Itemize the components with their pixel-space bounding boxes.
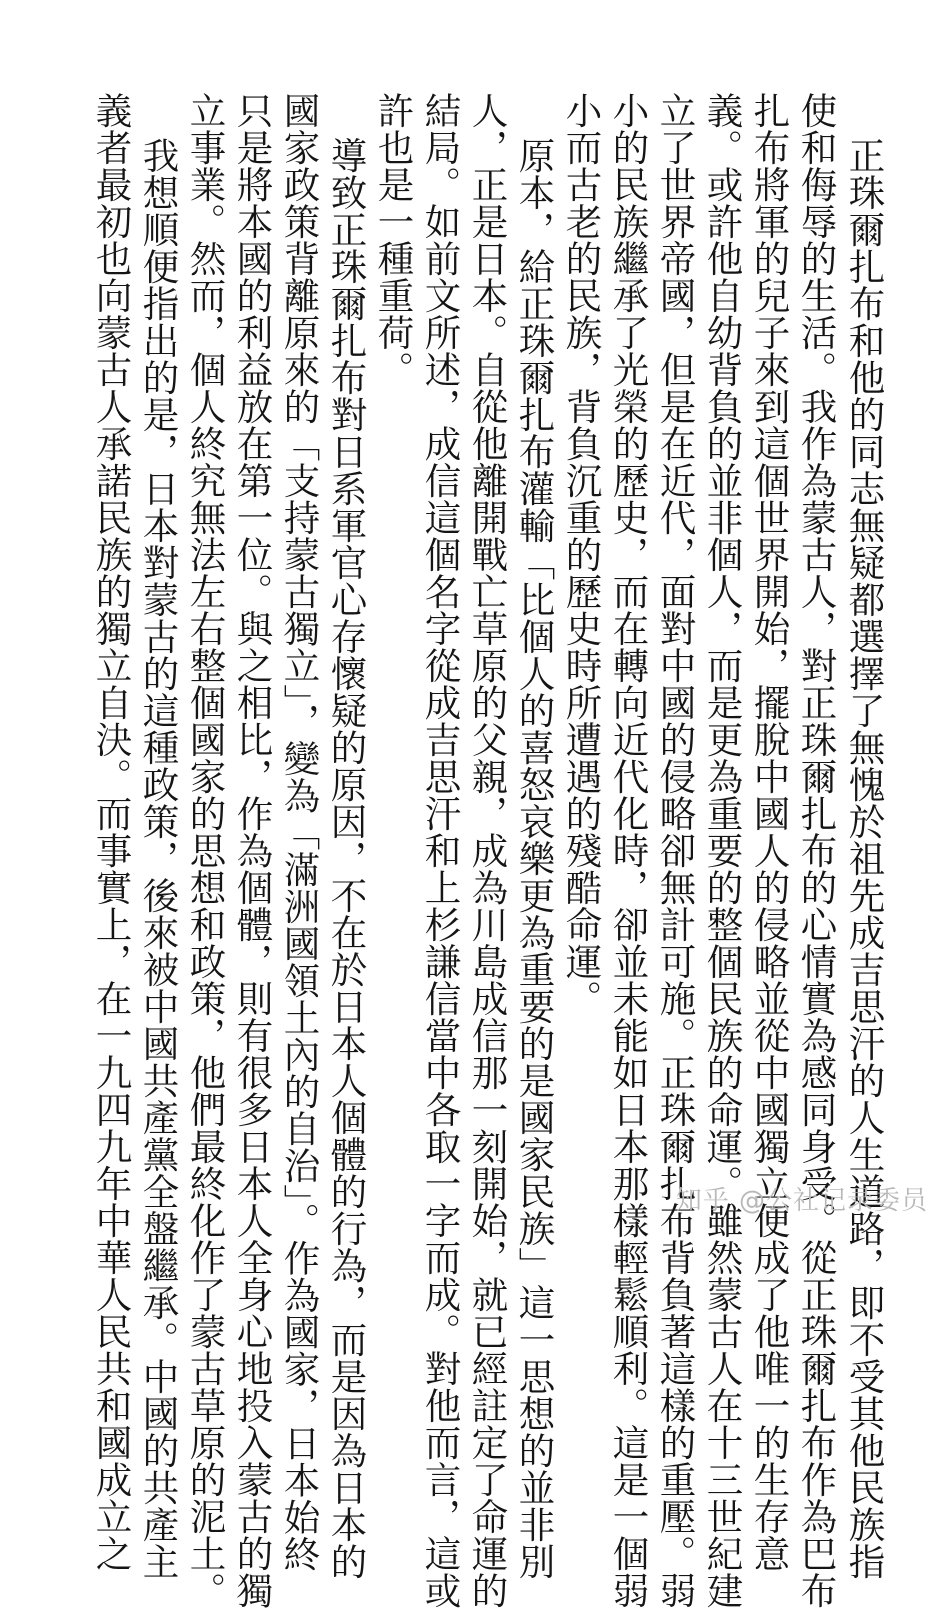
text-column-2: 使和侮辱的生活。我作為蒙古人，對正珠爾扎布的心情實為感同身受。從正珠爾扎布作為巴布 (795, 92, 838, 1609)
text-column-8: 原本，給正珠爾扎布灌輸「比個人的喜怒哀樂更為重要的是國家民族」這一思想的並非別 (513, 137, 556, 1580)
text-column-4: 義。或許他自幼背負的並非個人，而是更為重要的整個民族的命運。雖然蒙古人在十三世紀建 (701, 92, 744, 1609)
text-column-11: 許也是一種重荷。 (372, 92, 415, 388)
text-column-9: 人，正是日本。自從他離開戰亡草原的父親，成為川島成信那一刻開始，就已經註定了命運的 (466, 92, 509, 1609)
text-column-6: 小的民族繼承了光榮的歷史，而在轉向近代化時，卻並未能如日本那樣輕鬆順利。這是一個弱 (607, 92, 650, 1609)
text-column-14: 只是將本國的利益放在第一位。與之相比，作為個體，則有很多日本人全身心地投入蒙古的獨 (231, 92, 274, 1609)
text-column-17: 義者最初也向蒙古人承諾民族的獨立自決。而事實上，在一九四九年中華人民共和國成立之 (90, 92, 133, 1572)
text-column-7: 小而古老的民族，背負沉重的歷史時所遭遇的殘酷命運。 (560, 92, 603, 1017)
text-column-13: 國家政策背離原來的「支持蒙古獨立」，變為「滿洲國領土內的自治」。作為國家，日本始終 (278, 92, 321, 1573)
text-column-3: 扎布將軍的兒子來到這個世界開始，擺脫中國人的侵略並從中國獨立便成了他唯一的生存意 (748, 92, 791, 1572)
text-column-5: 立了世界帝國，但是在近代，面對中國的侵略卻無計可施。正珠爾扎布背負著這樣的重壓。弱 (654, 92, 697, 1609)
text-column-16: 我想順便指出的是，日本對蒙古的這種政策，後來被中國共產黨全盤繼承。中國的共產主 (137, 137, 180, 1580)
watermark: 知乎 @公社记录委员 (675, 1186, 928, 1216)
text-column-10: 結局。如前文所述，成信這個名字從成吉思汗和上杉謙信當中各取一字而成。對他而言，這或 (419, 92, 462, 1609)
text-column-12: 導致正珠爾扎布對日系軍官心存懷疑的原因，不在於日本人個體的行為，而是因為日本的 (325, 137, 368, 1580)
text-column-15: 立事業。然而，個人終究無法左右整個國家的思想和政策，他們最終化作了蒙古草原的泥土。 (184, 92, 227, 1609)
text-column-1: 正珠爾扎布和他的同志無疑都選擇了無愧於祖先成吉思汗的人生道路，即不受其他民族指 (843, 137, 886, 1580)
